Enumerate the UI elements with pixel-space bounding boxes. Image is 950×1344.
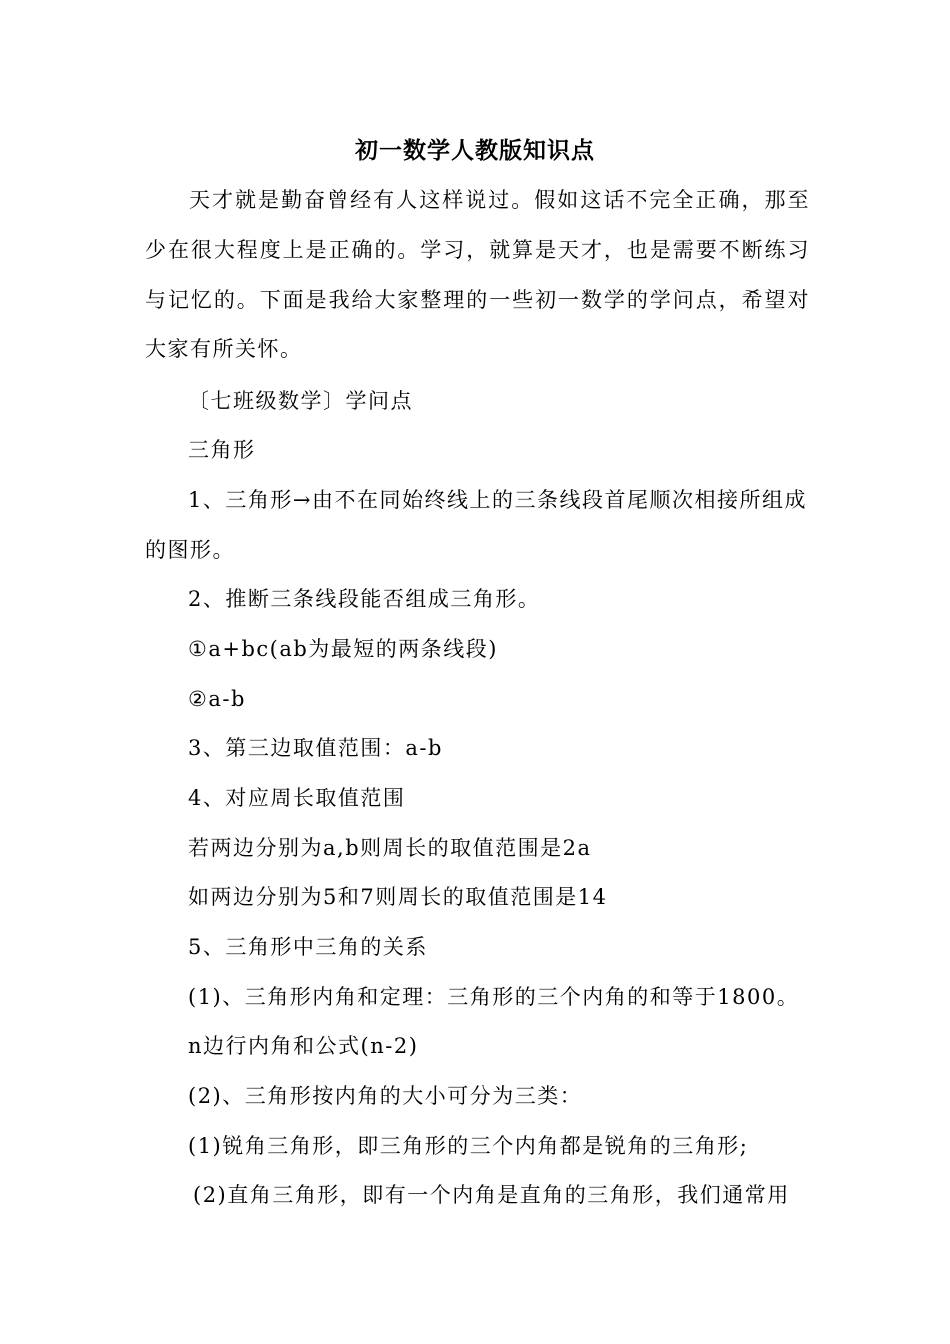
point-4-rule: 若两边分别为a,b则周长的取值范围是2a <box>188 836 592 860</box>
point-5: 5、三角形中三角的关系 <box>188 935 428 959</box>
point-4-example: 如两边分别为5和7则周长的取值范围是14 <box>188 885 608 909</box>
point-1-line-2: 的图形。 <box>145 538 235 562</box>
intro-paragraph: 天才就是勤奋曾经有人这样说过。假如这话不完全正确，那至少在很大程度上是正确的。学习，就算是天才，也是需要不断练习与记忆的。下面是我给大家整理的一些初一数学的学问点，希望对大家有所关怀。 <box>145 188 810 362</box>
topic-heading: 三角形 <box>188 438 256 462</box>
point-5-formula: n边行内角和公式(n-2) <box>188 1034 419 1058</box>
acute-triangle-item: (1)锐角三角形，即三角形的三个内角都是锐角的三角形; <box>188 1134 749 1158</box>
point-5-sub-1: (1)、三角形内角和定理：三角形的三个内角的和等于1800。 <box>188 985 800 1009</box>
point-2-condition-1: ①a+bc(ab为最短的两条线段) <box>188 637 498 661</box>
point-2-condition-2: ②a-b <box>188 687 246 711</box>
point-4: 4、对应周长取值范围 <box>188 786 406 810</box>
point-3: 3、第三边取值范围：a-b <box>188 736 443 760</box>
point-1-line-1: 1、三角形→由不在同始终线上的三条线段首尾顺次相接所组成 <box>188 488 807 512</box>
document-title: 初一数学人教版知识点 <box>355 137 595 164</box>
point-5-sub-2: (2)、三角形按内角的大小可分为三类： <box>188 1084 583 1108</box>
right-triangle-item: (2)直角三角形，即有一个内角是直角的三角形，我们通常用 <box>193 1183 790 1207</box>
section-heading: 〔七班级数学〕学问点 <box>188 389 413 413</box>
point-2: 2、推断三条线段能否组成三角形。 <box>188 587 541 611</box>
